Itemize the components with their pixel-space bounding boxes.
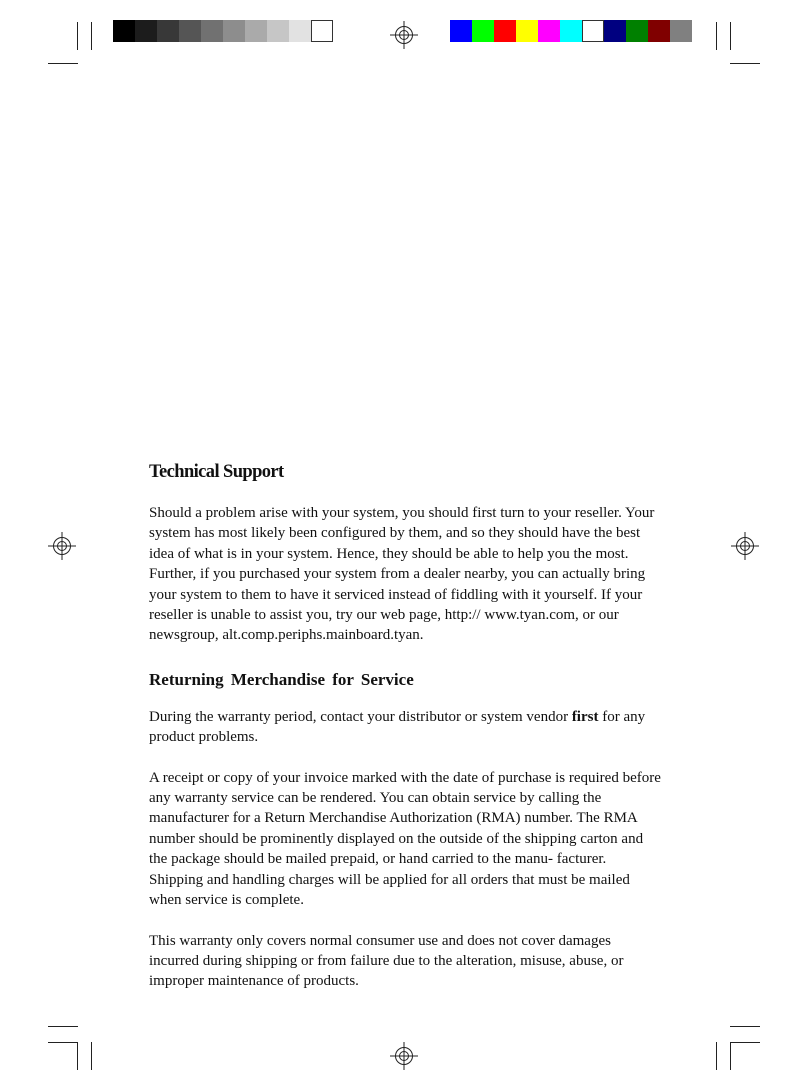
warranty-contact-text-start: During the warranty period, contact your distributor or system vendor bbox=[149, 708, 572, 725]
technical-support-heading: Technical Support bbox=[149, 462, 284, 482]
gray-swatch bbox=[113, 20, 135, 42]
warranty-contact-emphasis: first bbox=[571, 708, 599, 725]
warranty-contact-paragraph bbox=[149, 707, 664, 748]
color-swatch bbox=[670, 20, 692, 42]
crop-mark-bottom-left-vertical-outer bbox=[77, 1042, 78, 1070]
registration-mark-right-icon bbox=[731, 532, 759, 560]
color-swatch bbox=[604, 20, 626, 42]
crop-mark-bottom-left-vertical-inner bbox=[91, 1042, 92, 1070]
color-swatch bbox=[516, 20, 538, 42]
crop-mark-bottom-right-horizontal-upper bbox=[730, 1026, 760, 1027]
gray-calibration-bar bbox=[113, 20, 333, 42]
color-calibration-bar bbox=[450, 20, 692, 42]
gray-swatch bbox=[179, 20, 201, 42]
crop-mark-top-left-vertical-outer bbox=[77, 22, 78, 50]
warranty-coverage-paragraph: This warranty only covers normal consumer use and does not cover damages incurred during shipping or from failure due to the alteration, misuse, abuse, or improper maintenance of products. bbox=[149, 932, 624, 990]
crop-mark-bottom-left-horizontal-lower bbox=[48, 1042, 78, 1043]
technical-support-paragraph: Should a problem arise with your system, you should first turn to your reseller. Your system has most likely been configured by them, and so they should have the best idea of what is in your system. Hence, they should be able to help you the most. Further, if you purchased your system from a dealer nearby, you can actually bring your system to them to have it serviced instead of fiddling with it yourself. If your reseller is unable to assist you, try our web page, http:// www.tyan.com, or our newsgroup, alt.comp.periphs.mainboard.tyan. bbox=[149, 505, 655, 644]
color-swatch bbox=[450, 20, 472, 42]
color-swatch bbox=[494, 20, 516, 42]
crop-mark-top-right-vertical-outer bbox=[730, 22, 731, 50]
crop-mark-top-right-vertical-inner bbox=[716, 22, 717, 50]
color-swatch bbox=[626, 20, 648, 42]
color-swatch bbox=[648, 20, 670, 42]
color-swatch bbox=[538, 20, 560, 42]
returning-merchandise-heading: Returning Merchandise for Service bbox=[149, 669, 414, 689]
crop-mark-top-left-horizontal bbox=[48, 63, 78, 64]
registration-mark-left-icon bbox=[48, 532, 76, 560]
crop-mark-bottom-right-horizontal-lower bbox=[730, 1042, 760, 1043]
gray-swatch bbox=[245, 20, 267, 42]
gray-swatch bbox=[135, 20, 157, 42]
gray-swatch bbox=[289, 20, 311, 42]
gray-swatch bbox=[311, 20, 333, 42]
color-swatch bbox=[582, 20, 604, 42]
crop-mark-top-right-horizontal bbox=[730, 63, 760, 64]
gray-swatch bbox=[201, 20, 223, 42]
gray-swatch bbox=[223, 20, 245, 42]
color-swatch bbox=[560, 20, 582, 42]
gray-swatch bbox=[157, 20, 179, 42]
crop-mark-top-left-vertical-inner bbox=[91, 22, 92, 50]
crop-mark-bottom-left-horizontal-upper bbox=[48, 1026, 78, 1027]
crop-mark-bottom-right-vertical-outer bbox=[730, 1042, 731, 1070]
gray-swatch bbox=[267, 20, 289, 42]
warranty-contact-text-end: for any product problems. bbox=[149, 708, 646, 746]
registration-mark-top-icon bbox=[390, 21, 418, 49]
rma-paragraph: A receipt or copy of your invoice marked with the date of purchase is required before any warranty service can be rendered. You can obtain service by calling the manufacturer for a Return Merchandise Authorization (RMA) number. The RMA number should be prominently displayed on the outside of the shipping carton and the package should be mailed prepaid, or hand carried to the manu- facturer. Shipping and handling charges will be applied for all orders that must be mailed when service is complete. bbox=[149, 769, 661, 909]
registration-mark-bottom-icon bbox=[390, 1042, 418, 1070]
document-body bbox=[149, 458, 664, 1012]
crop-mark-bottom-right-vertical-inner bbox=[716, 1042, 717, 1070]
color-swatch bbox=[472, 20, 494, 42]
